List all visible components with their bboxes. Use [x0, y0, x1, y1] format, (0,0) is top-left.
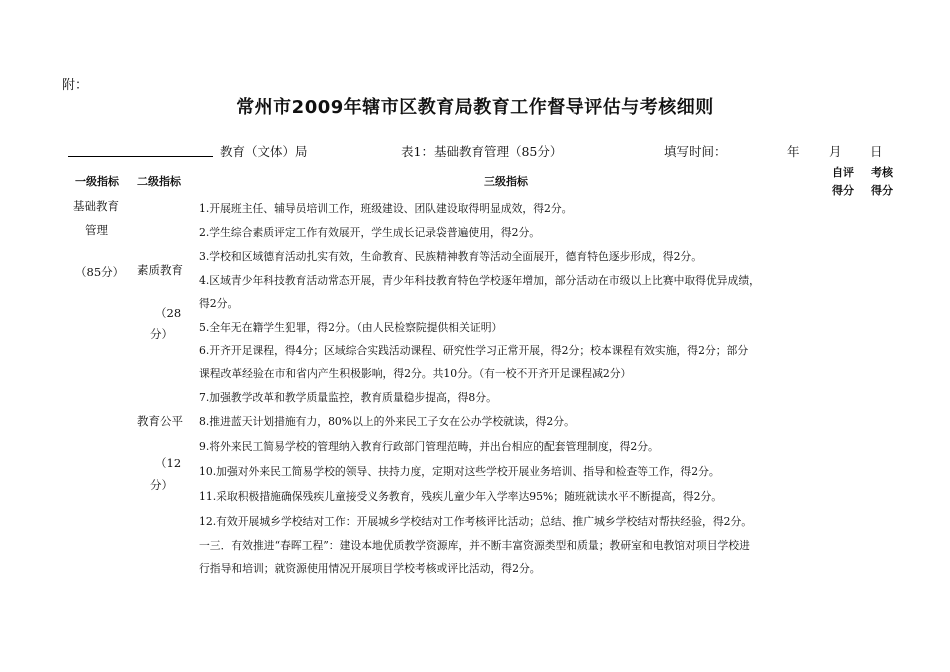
column-header-self-eval-2: 得分 — [832, 184, 854, 197]
criteria-item-cont: 课程改革经验在市和省内产生积极影响，得2分。共10分。（有一校不开齐开足课程减2分） — [199, 367, 632, 380]
department-label: 教育（文体）局 — [220, 144, 308, 159]
column-header-level2: 二级指标 — [137, 175, 181, 188]
criteria-item: 1.开展班主任、辅导员培训工作，班级建设、团队建设取得明显成效，得2分。 — [199, 202, 573, 215]
criteria-item: 6.开齐开足课程，得4分；区域综合实践活动课程、研究性学习正常开展，得2分；校本课程有效实施，得2分；部分 — [199, 344, 749, 357]
level1-name-line2: 管理 — [85, 223, 108, 237]
page-title: 常州市2009年辖市区教育局教育工作督导评估与考核细则 — [236, 97, 714, 118]
criteria-item-cont: 得2分。 — [199, 297, 239, 310]
month-label: 月 — [829, 144, 842, 159]
criteria-item: 9.将外来民工简易学校的管理纳入教育行政部门管理范畴，并出台相应的配套管理制度，得2分。 — [199, 440, 659, 453]
criteria-item: 8.推进蓝天计划措施有力，80%以上的外来民工子女在公办学校就读，得2分。 — [199, 415, 575, 428]
attachment-label: 附： — [62, 78, 89, 93]
year-label: 年 — [787, 144, 800, 159]
blank-fill-line — [68, 156, 213, 157]
fill-time-label: 填写时间： — [664, 144, 727, 159]
column-header-level1: 一级指标 — [75, 175, 119, 188]
level2-score-cont: 分） — [150, 478, 173, 492]
level2-name: 素质教育 — [137, 263, 183, 277]
level2-score: （12 — [155, 456, 182, 470]
column-header-self-eval: 自评 — [832, 166, 854, 179]
criteria-item: 11.采取积极措施确保残疾儿童接受义务教育，残疾儿童少年入学率达95%；随班就读水平不断提高，得2分。 — [199, 490, 723, 503]
level1-name: 基础教育 — [73, 199, 119, 213]
criteria-item: 5.全年无在籍学生犯罪，得2分。（由人民检察院提供相关证明） — [199, 321, 503, 334]
level1-score: （85分） — [75, 265, 125, 279]
level2-score: （28 — [155, 306, 182, 320]
criteria-item: 3.学校和区域德育活动扎实有效，生命教育、民族精神教育等活动全面展开，德育特色逐步形成，得2分。 — [199, 250, 703, 263]
column-header-review-2: 得分 — [871, 184, 893, 197]
table-name: 表1：基础教育管理（85分） — [401, 144, 563, 159]
criteria-item: 2.学生综合素质评定工作有效展开，学生成长记录袋普遍使用，得2分。 — [199, 226, 541, 239]
column-header-level3: 三级指标 — [484, 175, 528, 188]
column-header-review: 考核 — [871, 166, 893, 179]
criteria-item: 12.有效开展城乡学校结对工作：开展城乡学校结对工作考核评比活动；总结、推广城乡学校结对帮扶经验，得2分。 — [199, 515, 753, 528]
criteria-item: 4.区域青少年科技教育活动常态开展，青少年科技教育特色学校逐年增加，部分活动在市级以上比赛中取得优异成绩， — [199, 274, 760, 287]
day-label: 日 — [870, 144, 883, 159]
criteria-item: 7.加强教学改革和教学质量监控，教育质量稳步提高，得8分。 — [199, 391, 497, 404]
criteria-item-cont: 行指导和培训；就资源使用情况开展项目学校考核或评比活动，得2分。 — [199, 562, 541, 575]
level2-score-cont: 分） — [150, 327, 173, 341]
level2-name: 教育公平 — [137, 414, 183, 428]
criteria-item: 10.加强对外来民工简易学校的领导、扶持力度，定期对这些学校开展业务培训、指导和检查等工作，得2分。 — [199, 465, 720, 478]
criteria-item: 一三．有效推进“春晖工程”：建设本地优质教学资源库，并不断丰富资源类型和质量；教研室和电教馆对项目学校进 — [199, 539, 750, 552]
